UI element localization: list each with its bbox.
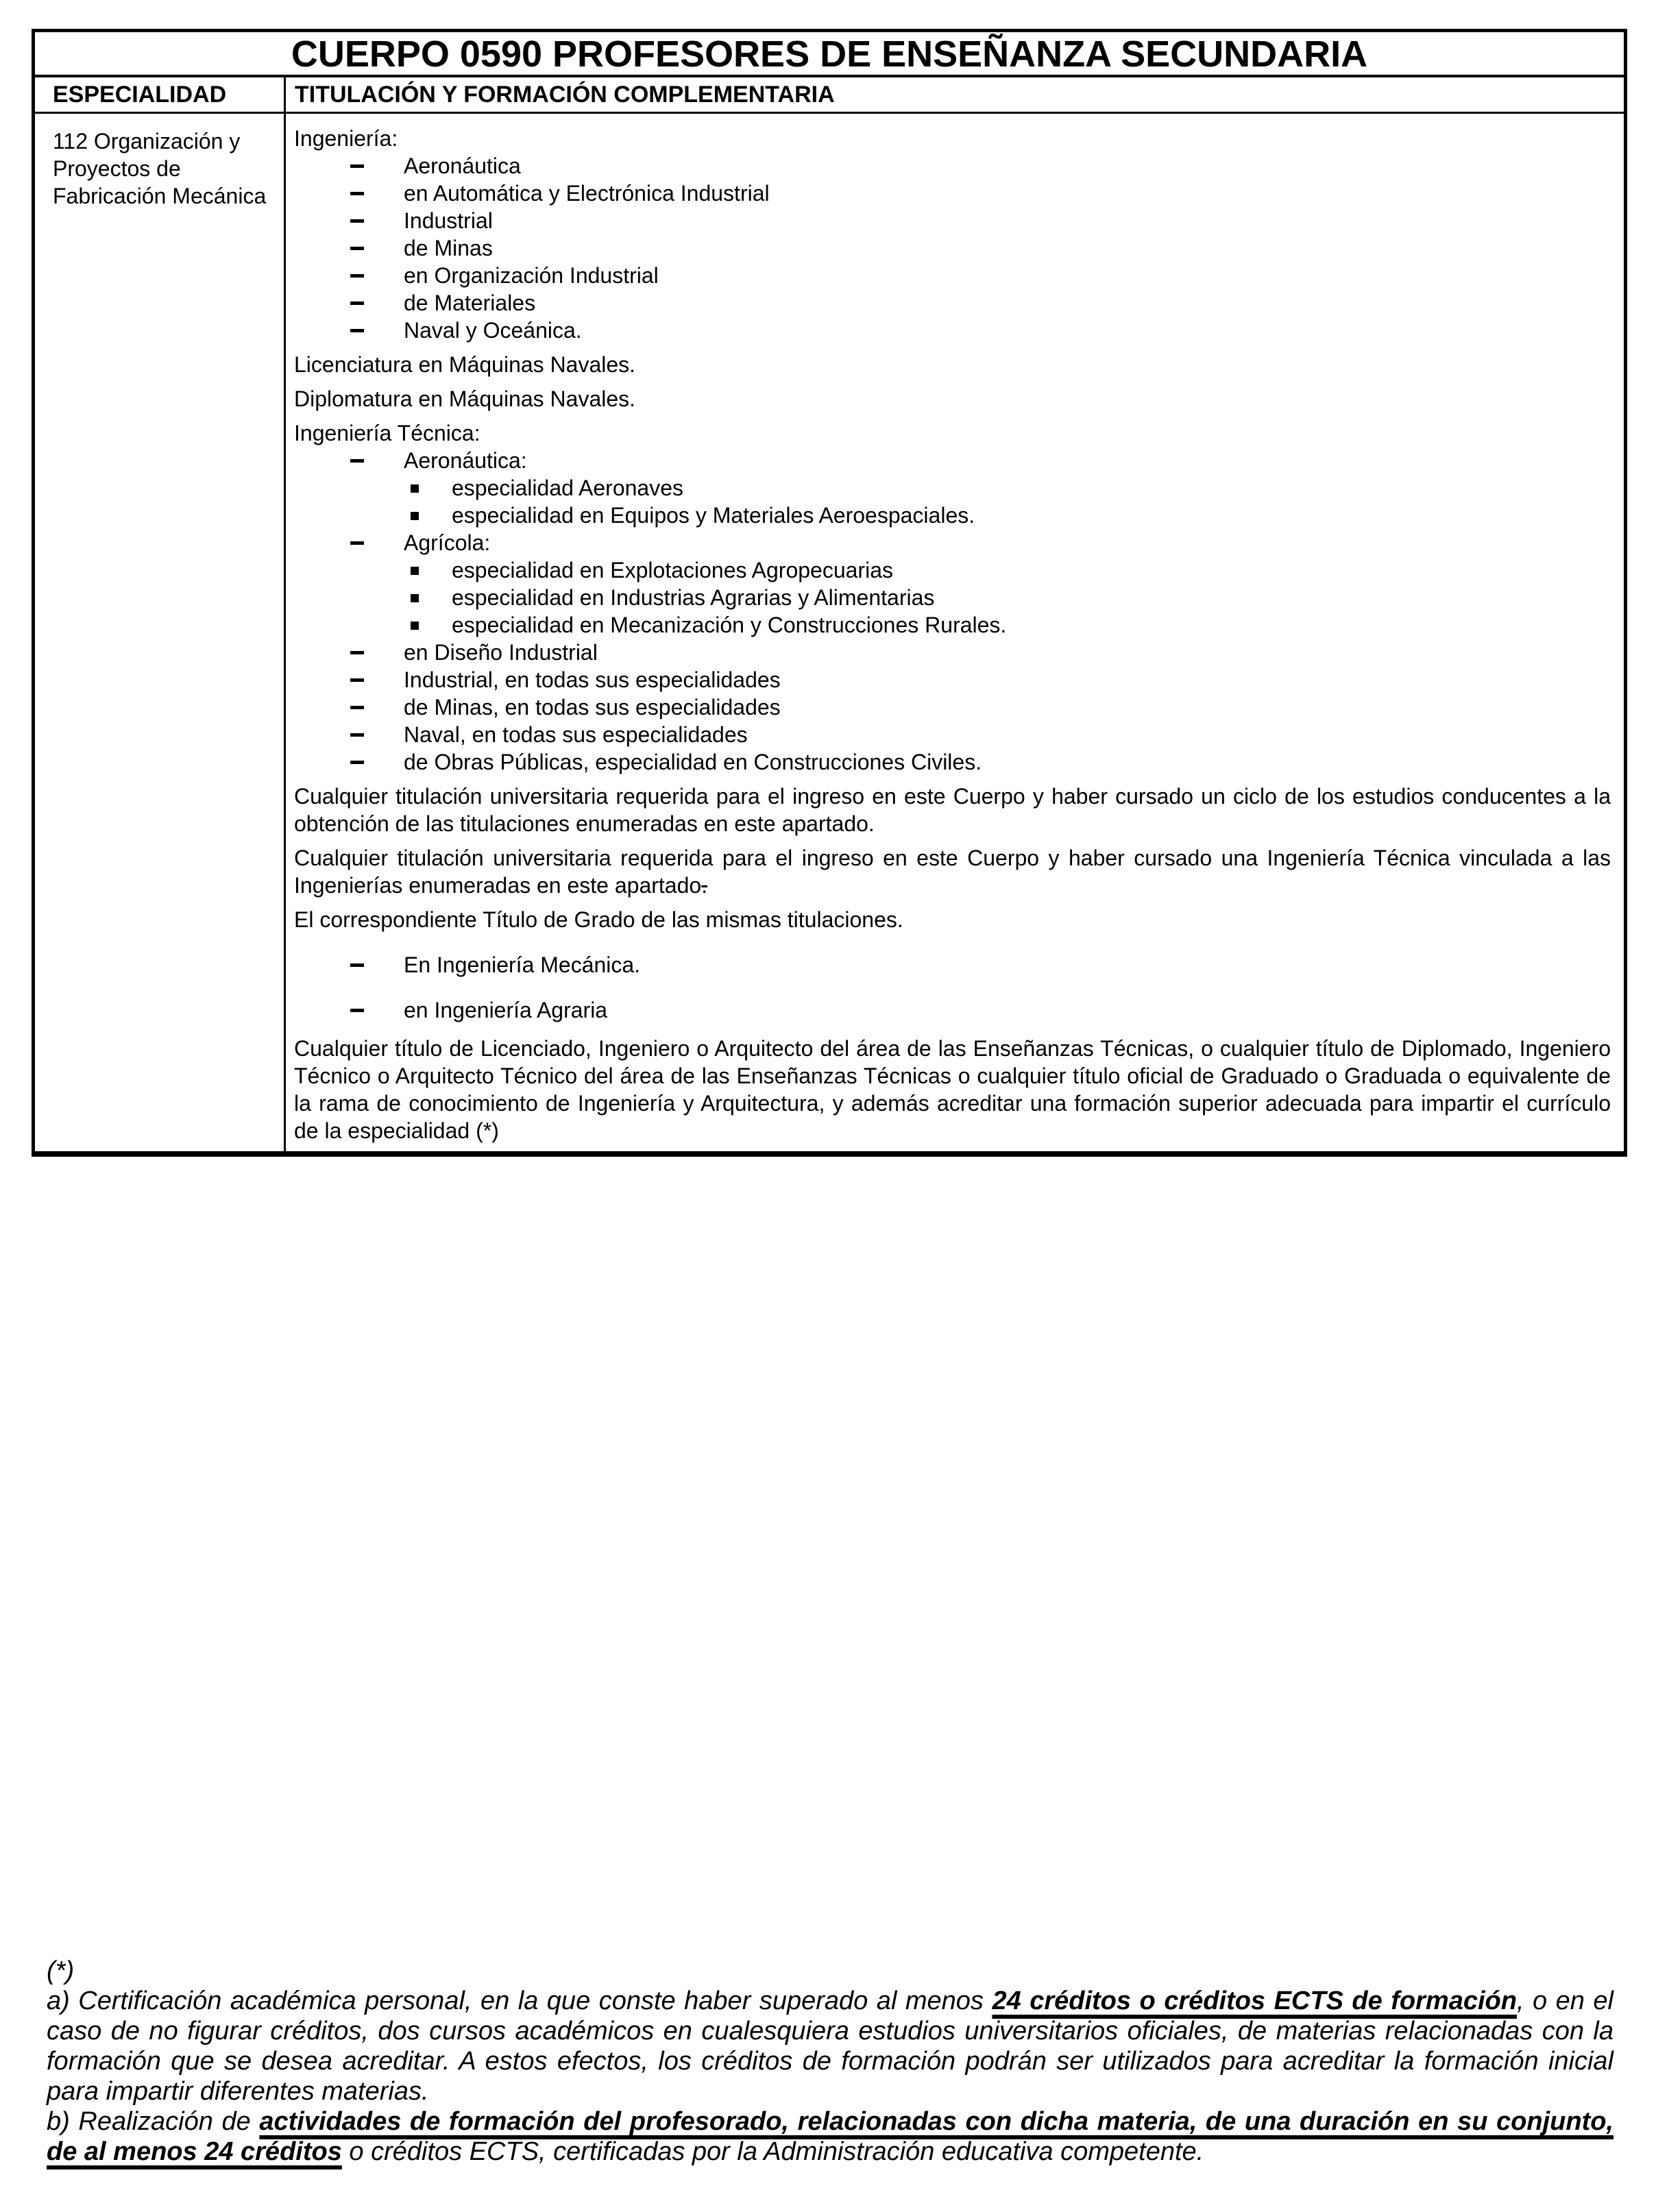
text-run: o créditos ECTS, certificadas por la Administración educativa competente. — [341, 2137, 1204, 2166]
list-item: en Organización Industrial — [294, 262, 1611, 289]
list-item: Industrial — [294, 207, 1611, 234]
text-run: actividades de formación del profesorado, relacionadas con dicha materia, de una duración en su conjunto, de al menos 24 créditos — [47, 2107, 1614, 2166]
footnote — [47, 1956, 1614, 2167]
square-bullet-icon — [411, 594, 419, 602]
list-item: Naval, en todas sus especialidades — [294, 721, 1611, 748]
list-item: en Ingeniería Agraria — [294, 996, 1611, 1024]
list-item: de Obras Públicas, especialidad en Construcciones Civiles. — [294, 748, 1611, 776]
paragraph: El correspondiente Título de Grado de las mismas titulaciones. — [294, 907, 903, 932]
dash-bullet-icon — [350, 302, 364, 305]
dash-bullet-icon — [350, 329, 364, 332]
footnote-paragraph-a — [47, 1986, 1614, 2106]
dash-bullet-icon — [350, 1009, 364, 1012]
titulacion-cell — [286, 114, 1624, 1151]
paragraph: Cualquier titulación universitaria requerida para el ingreso en este Cuerpo y haber cursado un ciclo de los estudios conducentes a la obtención de las titulaciones enumeradas en este apartado. — [294, 784, 1611, 836]
paragraph: Ingeniería Técnica: — [294, 421, 480, 445]
square-bullet-icon — [411, 622, 419, 630]
list-item: Industrial, en todas sus especialidades — [294, 666, 1611, 693]
dash-bullet-icon — [350, 651, 364, 654]
dash-bullet-icon — [350, 733, 364, 737]
dash-bullet-icon — [350, 761, 364, 764]
dash-bullet-icon — [350, 192, 364, 195]
footnote-paragraph-b — [47, 2106, 1614, 2167]
text-run: b) Realización de — [47, 2107, 260, 2136]
list-item: Agrícola: — [294, 529, 1611, 556]
footnote-marker: (*) — [47, 1956, 75, 1985]
list — [294, 152, 1611, 344]
dash-bullet-icon — [350, 459, 364, 463]
paragraph: Ingeniería: — [294, 126, 398, 151]
table-header-row — [35, 77, 1624, 114]
list-item: En Ingeniería Mecánica. — [294, 951, 1611, 979]
list-item: en Automática y Electrónica Industrial — [294, 180, 1611, 207]
dash-bullet-icon — [350, 541, 364, 545]
list-item: Naval y Oceánica. — [294, 317, 1611, 344]
text-run: , o en el caso de no figurar créditos, dos cursos académicos en cualesquiera estudios universitarios oficiales, de materias relacionadas con la formación que se desea acreditar. A estos efectos, los créditos de formación podrán ser utilizados para acreditar la formación inicial para impartir diferentes materias. — [47, 1987, 1614, 2106]
paragraph: Licenciatura en Máquinas Navales. — [294, 352, 636, 377]
list-item: de Minas, en todas sus especialidades — [294, 693, 1611, 721]
text-run: 24 créditos o créditos ECTS de formación — [992, 1987, 1517, 2015]
list-item: en Diseño Industrial — [294, 639, 1611, 666]
list-item: especialidad en Mecanización y Construcciones Rurales. — [294, 611, 1611, 639]
table-title: CUERPO 0590 PROFESORES DE ENSEÑANZA SECUNDARIA — [35, 32, 1624, 77]
dash-bullet-icon — [350, 164, 364, 168]
list-item: Aeronáutica — [294, 152, 1611, 180]
list-item: Aeronáutica: — [294, 447, 1611, 474]
dash-bullet-icon — [350, 963, 364, 967]
square-bullet-icon — [411, 567, 419, 575]
dash-bullet-icon — [350, 247, 364, 250]
dash-bullet-icon — [350, 678, 364, 682]
dash-bullet-icon — [350, 706, 364, 709]
paragraph — [294, 844, 1611, 899]
paragraph: Cualquier título de Licenciado, Ingeniero o Arquitecto del área de las Enseñanzas Técnicas, o cualquier título de Diplomado, Ingeniero Técnico o Arquitecto Técnico del área de las Enseñanzas Técnicas o cualquier título oficial de Graduado o Graduada o equivalente de la rama de conocimiento de Ingeniería y Arquitectura, y además acreditar una formación superior adecuada para impartir el currículo de la especialidad (*) — [294, 1036, 1611, 1143]
header-especialidad: ESPECIALIDAD — [35, 77, 286, 112]
list-item: especialidad en Industrias Agrarias y Alimentarias — [294, 584, 1611, 611]
paragraph: Diplomatura en Máquinas Navales. — [294, 386, 636, 411]
list-item: especialidad en Equipos y Materiales Aeroespaciales. — [294, 502, 1611, 529]
especialidad-cell: 112 Organización y Proyectos de Fabricación Mecánica — [35, 114, 286, 1151]
header-titulacion: TITULACIÓN Y FORMACIÓN COMPLEMENTARIA — [295, 82, 835, 108]
list-item: especialidad Aeronaves — [294, 474, 1611, 502]
table-body-row — [35, 114, 1624, 1151]
square-bullet-icon — [411, 484, 419, 493]
list-item: especialidad en Explotaciones Agropecuarias — [294, 556, 1611, 584]
dash-bullet-icon — [350, 274, 364, 278]
list — [294, 447, 1611, 776]
text-run: a) Certificación académica personal, en la que conste haber superado al menos — [47, 1987, 993, 2015]
list — [294, 951, 1611, 1024]
text-run: Cualquier titulación universitaria requerida para el ingreso en este Cuerpo y haber cursado una Ingeniería Técnica vinculada a las Ingenierías enumeradas en este apartado — [294, 846, 1611, 898]
list-item: de Materiales — [294, 289, 1611, 317]
square-bullet-icon — [411, 512, 419, 520]
titulaciones-table — [32, 29, 1627, 1157]
dash-bullet-icon — [350, 219, 364, 223]
text-run: . — [701, 873, 708, 898]
list-item: de Minas — [294, 234, 1611, 262]
